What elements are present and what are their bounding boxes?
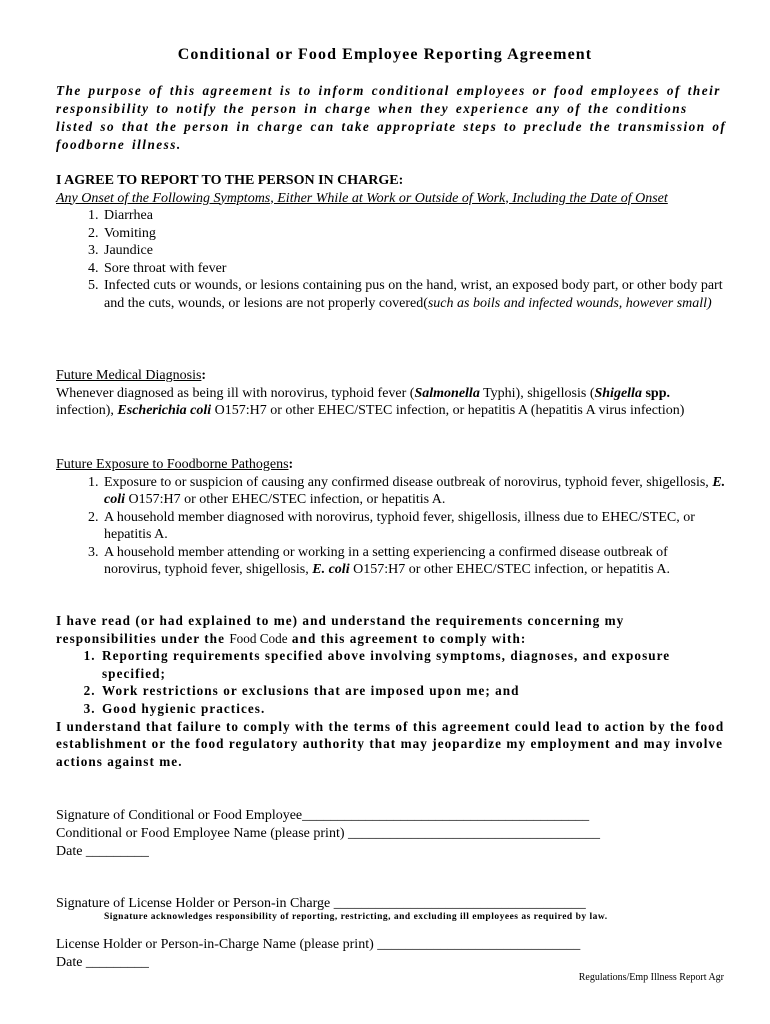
spp-term: spp.	[641, 385, 670, 401]
symptom-item: 4. Sore throat with fever	[102, 260, 728, 278]
diagnosis-section	[56, 367, 728, 420]
diagnosis-t3: infection),	[56, 403, 118, 418]
exposure-section	[56, 456, 728, 579]
diagnosis-t2: Typhi), shigellosis (	[479, 385, 595, 401]
agreement-intro	[56, 612, 728, 647]
ecoli-term: Escherichia coli	[117, 403, 212, 418]
exposure-1-b: O157:H7 or other EHEC/STEC infection, or hepatitis A.	[125, 492, 446, 507]
agreement-intro-a: I have read (or had explained to me) and understand the requirements concerning my responsibilities under the	[56, 613, 625, 646]
ecoli-term: E. coli	[104, 474, 726, 507]
employee-date-line[interactable]: Date _________	[56, 844, 149, 859]
ecoli-term: E. coli	[312, 562, 350, 577]
employee-name-line[interactable]: Conditional or Food Employee Name (please print) ____________________________________	[56, 826, 600, 841]
holder-signature-line[interactable]: Signature of License Holder or Person-in Charge ____________________________________	[56, 896, 586, 911]
symptom-list	[56, 207, 728, 312]
diagnosis-heading-line	[56, 367, 728, 385]
exposure-colon: :	[288, 457, 294, 472]
holder-name-line[interactable]: License Holder or Person-in-Charge Name (please print) _____________________________	[56, 937, 581, 952]
purpose-statement: The purpose of this agreement is to inform conditional employees or food employees of their responsibility to notify the person in charge when they experience any of the conditions listed so that the person in charge can take appropriate steps to preclude the transmission of foodborne illness.	[56, 83, 727, 152]
symptom-item: 2. Vomiting	[102, 225, 728, 243]
agreement-section	[56, 612, 728, 770]
signature-acknowledgement: Signature acknowledges responsibility of reporting, restricting, and excluding ill employees as required by law.	[104, 912, 608, 922]
shigella-term: Shigella	[594, 385, 642, 401]
exposure-heading-line	[56, 456, 728, 474]
diagnosis-colon: :	[201, 368, 207, 383]
footer-reference: Regulations/Emp Illness Report Agr	[578, 972, 724, 983]
agreement-intro-b: and this agreement to comply with:	[287, 630, 527, 646]
exposure-item: 2. A household member diagnosed with norovirus, typhoid fever, shigellosis, illness due to EHEC/STEC, or hepatitis A.	[102, 509, 728, 544]
diagnosis-t1: Whenever diagnosed as being ill with norovirus, typhoid fever (	[56, 385, 415, 401]
report-section	[56, 172, 728, 312]
symptom-item: 3. Jaundice	[102, 242, 728, 260]
symptom-item	[102, 277, 728, 312]
agreement-list	[56, 647, 728, 717]
holder-date-line[interactable]: Date _________	[56, 955, 149, 970]
agreement-item: 3. Good hygienic practices.	[100, 700, 728, 718]
exposure-item	[102, 474, 728, 509]
exposure-list	[56, 474, 728, 579]
diagnosis-t4: O157:H7 or other EHEC/STEC infection, or hepatitis A (hepatitis A virus infection)	[211, 403, 685, 418]
food-code-term: Food Code	[229, 630, 288, 646]
diagnosis-heading: Future Medical Diagnosis	[56, 368, 202, 383]
exposure-item	[102, 544, 728, 579]
employee-signature-line[interactable]: Signature of Conditional or Food Employee_________________________________________	[56, 808, 590, 823]
symptom-5-italic: such as boils and infected wounds, however small)	[427, 295, 712, 311]
salmonella-term: Salmonella	[414, 385, 480, 401]
report-heading: I AGREE TO REPORT TO THE PERSON IN CHARGE:	[56, 173, 404, 188]
symptom-item: 1. Diarrhea	[102, 207, 728, 225]
agreement-closing: I understand that failure to comply with the terms of this agreement could lead to action by the food establishment or the food regulatory authority that may jeopardize my employment and may involve actions against me.	[56, 718, 725, 769]
exposure-3-b: O157:H7 or other EHEC/STEC infection, or hepatitis A.	[349, 562, 670, 577]
exposure-heading: Future Exposure to Foodborne Pathogens	[56, 457, 289, 472]
agreement-item: 2. Work restrictions or exclusions that are imposed upon me; and	[100, 682, 728, 700]
agreement-item: 1. Reporting requirements specified above involving symptoms, diagnoses, and exposure specified;	[100, 647, 728, 682]
exposure-3-a: A household member attending or working in a setting experiencing a confirmed disease outbreak of norovirus, typhoid fever, shigellosis,	[104, 544, 668, 577]
diagnosis-text	[56, 385, 728, 420]
report-subheading: Any Onset of the Following Symptoms, Either While at Work or Outside of Work, Including the Date of Onset	[56, 190, 668, 206]
symptom-5-text: Infected cuts or wounds, or lesions containing pus on the hand, wrist, an exposed body part, or other body part and the cuts, wounds, or lesions are not properly covered(	[104, 278, 723, 311]
exposure-1-a: Exposure to or suspicion of causing any confirmed disease outbreak of norovirus, typhoid fever, shigellosis,	[104, 474, 713, 490]
document-title: Conditional or Food Employee Reporting Agreement	[177, 46, 593, 63]
